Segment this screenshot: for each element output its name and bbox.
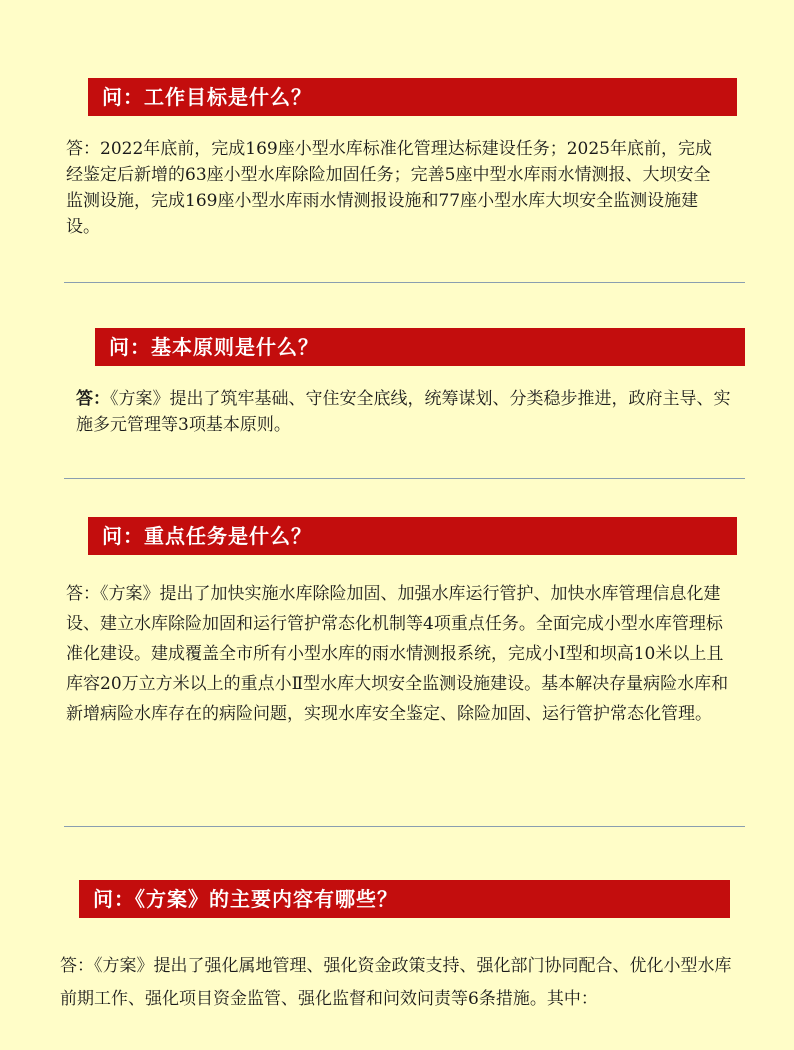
section-divider bbox=[64, 826, 745, 827]
answer-key-tasks: 答：《方案》提出了加快实施水库除险加固、加强水库运行管护、加快水库管理信息化建设、建立水库除险加固和运行管护常态化机制等4项重点任务。全面完成小型水库管理标准化建设。建成覆盖全市所有小型水库的雨水情测报系统，完成小I型和坝高10米以上且库容20万立方米以上的重点小Ⅱ型水库大坝安全监测设施建设。基本解决存量病险水库和新增病险水库存在的病险问题，实现水库安全鉴定、除险加固、运行管护常态化管理。 bbox=[66, 584, 729, 724]
section-divider bbox=[64, 478, 745, 479]
answer-text: 《方案》提出了筑牢基础、守住安全底线，统筹谋划、分类稳步推进，政府主导、实施多元管理等3项基本原则。 bbox=[76, 389, 731, 435]
question-heading-basic-principles: 问：基本原则是什么？ bbox=[95, 328, 745, 366]
answer-work-goals: 答：2022年底前，完成169座小型水库标准化管理达标建设任务；2025年底前，完成经鉴定后新增的63座小型水库除险加固任务；完善5座中型水库雨水情测报、大坝安全监测设施，完成169座小型水库雨水情测报设施和77座小型水库大坝安全监测设施建设。 bbox=[66, 139, 712, 237]
answer-label: 答： bbox=[76, 389, 110, 409]
question-heading-work-goals: 问：工作目标是什么？ bbox=[88, 78, 737, 116]
section-divider bbox=[64, 282, 745, 283]
answer-basic-principles bbox=[76, 386, 742, 438]
answer-main-content: 答：《方案》提出了强化属地管理、强化资金政策支持、强化部门协同配合、优化小型水库前期工作、强化项目资金监管、强化监督和问效问责等6条措施。其中： bbox=[60, 956, 732, 1009]
question-heading-key-tasks: 问：重点任务是什么？ bbox=[88, 517, 737, 555]
question-heading-main-content: 问：《方案》的主要内容有哪些？ bbox=[79, 880, 730, 918]
